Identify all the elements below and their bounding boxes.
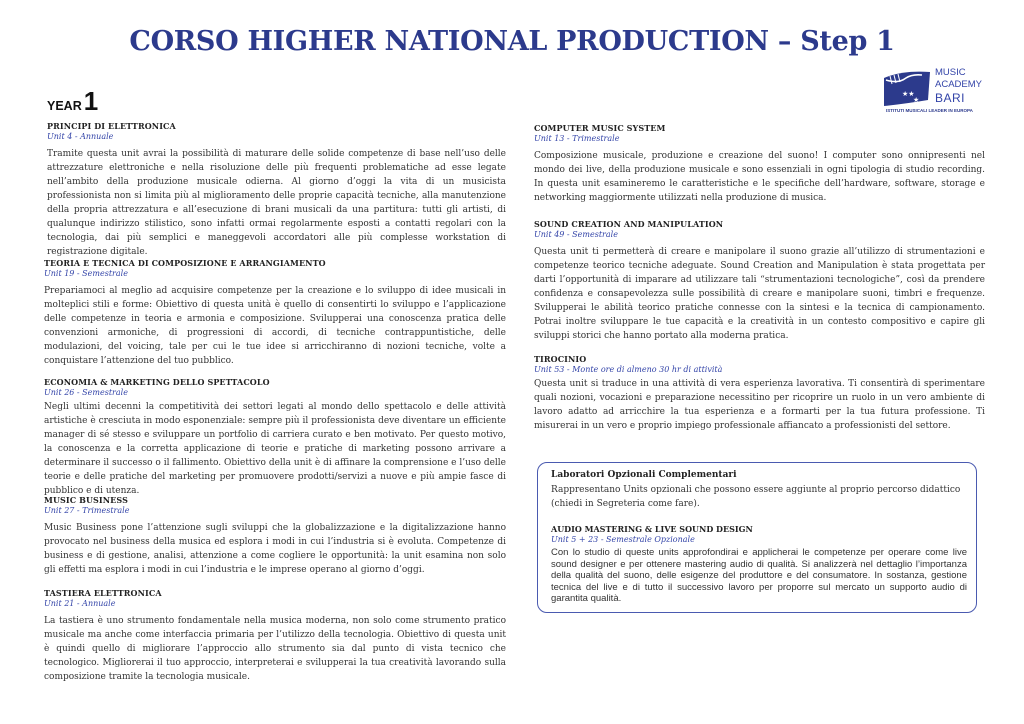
optional-heading: Laboratori Opzionali Complementari [551, 470, 737, 480]
guitar-flag-icon [882, 70, 932, 106]
page-title: CORSO HIGHER NATIONAL PRODUCTION – Step 1 [129, 26, 895, 57]
section-heading: TIROCINIO [534, 354, 587, 364]
logo-tagline: ISTITUTI MUSICALI LEADER IN EUROPA [886, 108, 973, 113]
logo-text-music: MUSIC [935, 67, 966, 78]
section-economia-marketing [44, 377, 506, 498]
section-heading: MUSIC BUSINESS [44, 495, 128, 505]
section-sound-creation [534, 219, 985, 343]
section-tirocinio [534, 354, 985, 433]
section-unit: Unit 4 - Annuale [47, 132, 114, 141]
optional-sub-heading: AUDIO MASTERING & LIVE SOUND DESIGN [551, 524, 753, 534]
section-music-business [44, 495, 506, 577]
logo-text-academy: ACADEMY [935, 79, 982, 90]
section-body: Composizione musicale, produzione e creazione del suono! I computer sono onnipresenti nel mondo dei live, della produzione musicale e sono essenziali in ogni tipologia di studio recording. In questa unit esamineremo le caratteristiche e le specifiche dell’hardware, software, storage e networking maggiormente utilizzati nella produzione di musica. [534, 151, 985, 203]
section-heading: COMPUTER MUSIC SYSTEM [534, 123, 666, 133]
section-body: Prepariamoci al meglio ad acquisire competenze per la creazione e lo sviluppo di idee musicali in molteplici stili e forme: Obiettivo di questa unità è quello di consentirti lo sviluppo e l’applicazione delle competenze in teoria e armonia e composizione. Svilupperai una conoscenza pratica delle convenzioni armoniche, di progressioni di accordi, di tecniche contrappuntistiche, delle modulazioni, del voicing, tale per cui le tue idee si arricchiranno di nozioni tecniche, volte a conquistare l’attenzione del tuo pubblico. [44, 286, 506, 366]
music-academy-logo [882, 68, 982, 118]
section-heading: SOUND CREATION AND MANIPULATION [534, 219, 724, 229]
year-number: 1 [83, 86, 99, 116]
section-principi-elettronica [47, 121, 506, 259]
section-unit: Unit 19 - Semestrale [44, 269, 128, 278]
year-label [47, 86, 98, 117]
section-tastiera-elettronica [44, 588, 506, 684]
section-unit: Unit 27 - Trimestrale [44, 506, 130, 515]
svg-text:★★: ★★ [902, 90, 915, 98]
section-body: Negli ultimi decenni la competitività dei settori legati al mondo dello spettacolo e delle attività artistiche è cresciuta in modo esponenziale: sempre più il professionista deve diventare un efficiente manager di sé stesso e sviluppare un portfolio di carriera curato e ben motivato. Per questo motivo, la conoscenza e la corretta applicazione di teorie e pratiche di marketing possono arrivare a determinare il successo o il fallimento. Obiettivo della unit è di affinare la comprensione e l’uso delle teorie e delle pratiche del marketing per promuovere prodotti/servizi a nuove e più ampie fasce di pubblico e di utenza. [44, 402, 506, 496]
section-computer-music-system [534, 123, 985, 205]
section-heading: ECONOMIA & MARKETING DELLO SPETTACOLO [44, 377, 270, 387]
section-unit: Unit 21 - Annuale [44, 599, 116, 608]
section-body: Tramite questa unit avrai la possibilità di maturare delle solide competenze di base nell’uso delle attrezzature elettroniche e nella risoluzione delle più frequenti problematiche ad esse legate nell’ambito della produzione musicale odierna. Al giorno d’oggi la vita di un musicista professionista non si limita più al miglioramento delle proprie capacità tecniche, alla manutenzione della propria attrezzatura e all’esecuzione di brani musicali da una partitura: tutti gli artisti, di qualunque indirizzo stilistico, sono infatti ormai regolarmente esposti a contatti regolari con la tecnologia, dai più semplici e maneggevoli accordatori alle più complesse workstation di registrazione digitale. [47, 149, 506, 257]
section-unit: Unit 53 - Monte ore di almeno 30 hr di attività [534, 365, 723, 374]
optional-sub-body: Con lo studio di queste units approfondirai e applicherai le competenze per operare come live sound designer e per ottenere mastering audio di qualità. Si analizzerà nel dettaglio l’importanza della qualità del suono, delle esigenze del produttore e del consumatore. In sostanza, gestione tecnica del live e di tutto il successivo lavoro per proporre sul mercato un supporto audio di garantita qualità. [551, 547, 967, 604]
section-heading: TEORIA E TECNICA DI COMPOSIZIONE E ARRANGIAMENTO [44, 258, 326, 268]
svg-text:★: ★ [913, 96, 920, 104]
section-unit: Unit 13 - Trimestrale [534, 134, 620, 143]
section-teoria-composizione [44, 258, 506, 368]
optional-labs-box [537, 462, 977, 613]
section-body: Music Business pone l’attenzione sugli sviluppi che la globalizzazione e la digitalizzazione hanno provocato nel business della musica ed esplora i modi in cui l’industria si è evoluta. Competenze di business e di gestione, analisi, attenzione a come cogliere le opportunità: la unit esamina non solo gli effetti ma esplora i modi in cui l’industria e le imprese operano al giorno d’oggi. [44, 523, 506, 575]
section-body: Questa unit si traduce in una attività di vera esperienza lavorativa. Ti consentirà di sperimentare quali nozioni, vocazioni e preparazione necessitino per ricoprire un ruolo in un vero ambiente di lavoro adatto ad arricchire la tua esperienza e a formarti per la tua futura professione. Ti misurerai in un vero e proprio impiego professionale affiancato a professionisti del settore. [534, 379, 985, 431]
section-unit: Unit 26 - Semestrale [44, 388, 128, 397]
section-body: La tastiera è uno strumento fondamentale nella musica moderna, non solo come strumento pratico musicale ma anche come interfaccia primaria per l’utilizzo della tecnologia. Obiettivo di questa unit è quindi quello di migliorare l’approccio allo strumento sia dal punto di vista tecnico che tecnologico. Migliorerai il tuo approccio, interpreterai e svilupperai la tua creatività lavorando sulla composizione tramite la tecnologia musicale. [44, 616, 506, 682]
optional-sub-unit: Unit 5 + 23 - Semestrale Opzionale [551, 535, 695, 544]
section-unit: Unit 49 - Semestrale [534, 230, 618, 239]
section-body: Questa unit ti permetterà di creare e manipolare il suono grazie all’utilizzo di strumentazioni e competenze teorico tecniche adeguate. Sound Creation and Manipulation è stata progettata per darti l’opportunità di imparare ad utilizzare tali “strumentazioni tecnologiche”, così da prendere confidenza e consapevolezza sulle possibilità di creare e manipolare suoni, timbri e frequenze. Svilupperai le abilità teorico pratiche connesse con la sintesi e la tecnica di campionamento. Potrai inoltre sviluppare le tue capacità e la creatività in un contesto compositivo e capire gli sviluppi storici che hanno portato alla moderna pratica. [534, 247, 985, 341]
section-heading: TASTIERA ELETTRONICA [44, 588, 162, 598]
optional-body: Rappresentano Units opzionali che possono essere aggiunte al proprio percorso didattico (chiedi in Segreteria come fare). [551, 485, 961, 509]
year-word: YEAR [47, 99, 82, 113]
section-heading: PRINCIPI DI ELETTRONICA [47, 121, 176, 131]
logo-text-bari: BARI [935, 91, 966, 105]
